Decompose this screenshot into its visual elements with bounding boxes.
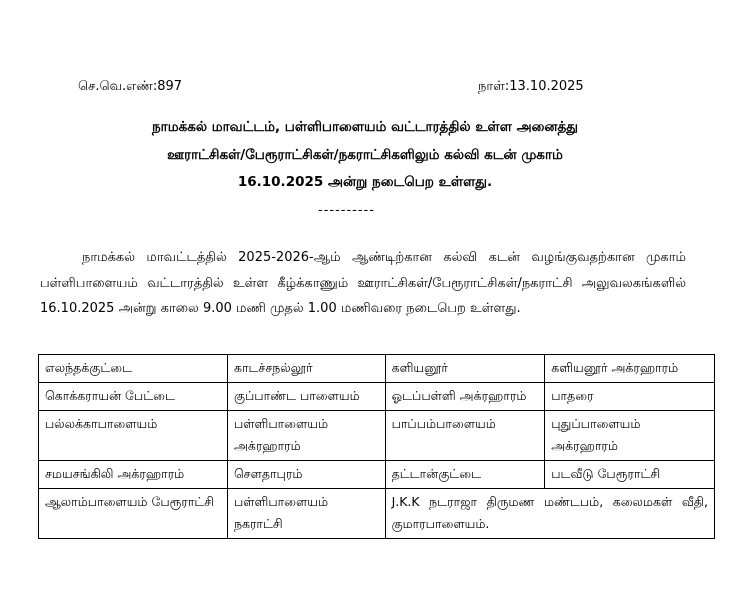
title-line-1: நாமக்கல் மாவட்டம், பள்ளிபாளையம் வட்டாரத்தில் உள்ள அனைத்து (152, 119, 578, 135)
body-paragraph: நாமக்கல் மாவட்டத்தில் 2025-2026-ஆம் ஆண்டிற்கான கல்வி கடன் வழங்குவதற்கான முகாம் பள்ளிபாளையம் வட்டாரத்தில் உள்ள கீழ்க்காணும் ஊராட்சிகள்/பேரூராட்சிகள்/நகராட்சி அலுவலகங்களில் 16.10.2025 அன்று காலை 9.00 மணி முதல் 1.00 மணிவரை நடைபெற உள்ளது. (40, 250, 686, 316)
reference-number: செ.வெ.எண்:897 (78, 79, 183, 94)
table-cell: காடச்சநல்லூர் (227, 355, 385, 383)
table-cell: களியனூர் (385, 355, 545, 383)
table-cell: பள்ளிபாளையம் அக்ரஹாரம் (227, 411, 385, 461)
table-row (39, 461, 715, 489)
table-cell: சமயசங்கிலி அக்ரஹாரம் (39, 461, 228, 489)
table-cell: கொக்கராயன் பேட்டை (39, 383, 228, 411)
venue-address-cell: J.K.K நடராஜா திருமண மண்டபம், கலைமகள் வீதி, குமாரபாளையம். (385, 489, 714, 539)
table-cell: சௌதாபுரம் (227, 461, 385, 489)
table-row (39, 355, 715, 383)
table-cell: எலந்தக்குட்டை (39, 355, 228, 383)
table-cell: பாதரை (545, 383, 715, 411)
table-cell: பாப்பம்பாளையம் (385, 411, 545, 461)
divider-line: ---------- (318, 203, 375, 218)
table-cell: குப்பாண்ட பாளையம் (227, 383, 385, 411)
venue-table (38, 354, 715, 539)
table-cell: படவீடு பேரூராட்சி (545, 461, 715, 489)
table-cell: தட்டான்குட்டை (385, 461, 545, 489)
table-row (39, 489, 715, 539)
table-cell: களியனூர் அக்ரஹாரம் (545, 355, 715, 383)
table-cell: புதுப்பாளையம் அக்ரஹாரம் (545, 411, 715, 461)
table-row (39, 383, 715, 411)
table-cell: ஆலாம்பாளையம் பேரூராட்சி (39, 489, 228, 539)
table-cell: பல்லக்காபாளையம் (39, 411, 228, 461)
table-row (39, 411, 715, 461)
title-line-3: 16.10.2025 அன்று நடைபெற உள்ளது. (237, 174, 493, 190)
table-cell: ஓடப்பள்ளி அக்ரஹாரம் (385, 383, 545, 411)
title-line-2: ஊராட்சிகள்/பேரூராட்சிகள்/நகராட்சிகளிலும் கல்வி கடன் முகாம் (167, 147, 563, 163)
table-cell: பள்ளிபாளையம் நகராட்சி (227, 489, 385, 539)
release-date: நாள்:13.10.2025 (478, 79, 584, 94)
